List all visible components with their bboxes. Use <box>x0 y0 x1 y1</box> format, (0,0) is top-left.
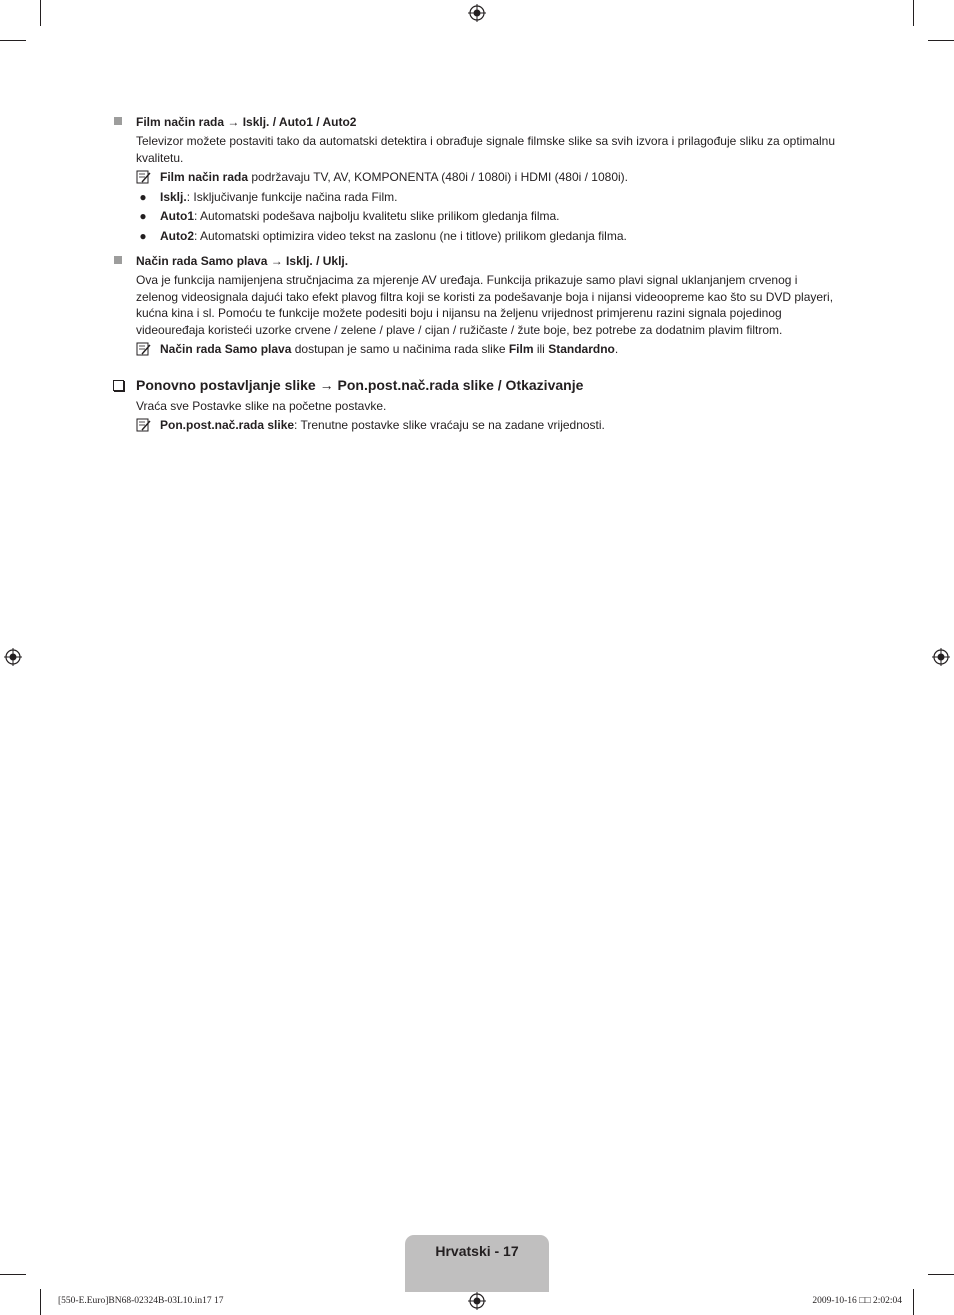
list-item <box>136 189 842 206</box>
crop-mark <box>913 1289 914 1315</box>
note-text: podržavaju TV, AV, KOMPONENTA (480i / 1080i) i HDMI (480i / 1080i). <box>248 170 628 184</box>
item-title: Film način rada → Isklj. / Auto1 / Auto2 <box>136 115 357 129</box>
note-pencil-icon <box>136 418 152 432</box>
note-bold: Film način rada <box>160 170 249 184</box>
section-picture-reset <box>112 376 842 434</box>
bullet-icon: ● <box>139 189 147 204</box>
crop-mark <box>928 1274 954 1275</box>
crop-mark <box>0 40 26 41</box>
list-item <box>136 208 842 225</box>
crop-mark <box>40 1289 41 1315</box>
section-description: Vraća sve Postavke slike na početne postavke. <box>136 398 387 413</box>
note-text: ili <box>533 342 549 356</box>
page-content <box>112 114 842 434</box>
item-description: Televizor možete postaviti tako da automatski detektira i obrađuje signale filmske slike sa svih izvora i prilagođuje sliku za optimalnu kvalitetu. <box>136 134 835 165</box>
note-text: : Trenutne postavke slike vraćaju se na zadane vrijednosti. <box>294 418 605 432</box>
list-item <box>136 228 842 245</box>
note-bold: Način rada Samo plava <box>160 342 292 356</box>
page-number: Hrvatski - 17 <box>435 1243 519 1259</box>
registration-mark-icon <box>468 4 486 22</box>
note-pencil-icon <box>136 342 152 356</box>
registration-mark-icon <box>932 648 950 666</box>
note <box>136 417 842 434</box>
crop-mark <box>928 40 954 41</box>
section-title: Ponovno postavljanje slike → Pon.post.nač.rada slike / Otkazivanje <box>136 376 584 393</box>
note-pencil-icon <box>136 170 152 184</box>
item-description: Ova je funkcija namijenjena stručnjacima za mjerenje AV uređaja. Funkcija prikazuje samo plavi signal uklanjanjem crvenog i zelenog videosignala dajući tako efekt plavog filtra koji se koristi za podešavanje boja i nijansi videoopreme kao što su DVD playeri, kućna kina i sl. Pomoću te funkcije možete podesiti boju i nijansu na željenu vrijednost primjerenu razini signala pojedinog videouređaja koristeći uzorke crvene / zelene / plave / cijan / ružičaste / žute boje, bez potrebe za dodatnim plavim filtrom. <box>136 273 834 337</box>
footer-file-info: [550-E.Euro]BN68-02324B-03L10.in17 17 <box>58 1296 224 1306</box>
note-text: dostupan je samo u načinima rada slike <box>291 342 509 356</box>
item-title: Način rada Samo plava → Isklj. / Uklj. <box>136 254 349 268</box>
option-name: Auto2 <box>160 228 194 243</box>
registration-mark-icon <box>468 1292 486 1310</box>
setting-item-film-mode <box>112 114 842 244</box>
option-name: Isklj. <box>160 189 187 204</box>
note <box>136 169 842 186</box>
option-description: : Automatski podešava najbolju kvalitetu slike prilikom gledanja filma. <box>194 209 560 223</box>
note-bold: Pon.post.nač.rada slike <box>160 418 295 432</box>
setting-item-blue-only-mode <box>112 253 842 358</box>
option-description: : Automatski optimizira video tekst na zaslonu (ne i titlove) prilikom gledanja filma. <box>194 228 627 243</box>
crop-mark <box>40 0 41 26</box>
crop-mark <box>0 1274 26 1275</box>
crop-mark <box>913 0 914 26</box>
square-bullet-icon <box>114 256 122 264</box>
note-bold: Film <box>508 342 534 356</box>
option-description: : Isključivanje funkcije načina rada Film. <box>186 189 398 204</box>
square-bullet-icon <box>114 117 122 125</box>
note-bold: Standardno <box>548 342 615 356</box>
note <box>136 341 842 358</box>
page-number-badge <box>405 1235 549 1292</box>
note-text: . <box>614 342 619 356</box>
checkbox-bullet-icon <box>113 380 124 391</box>
bullet-icon: ● <box>139 209 147 223</box>
footer-timestamp: 2009-10-16 □□ 2:02:04 <box>812 1296 902 1306</box>
registration-mark-icon <box>4 648 22 666</box>
bullet-icon: ● <box>139 228 147 243</box>
option-name: Auto1 <box>160 209 194 223</box>
